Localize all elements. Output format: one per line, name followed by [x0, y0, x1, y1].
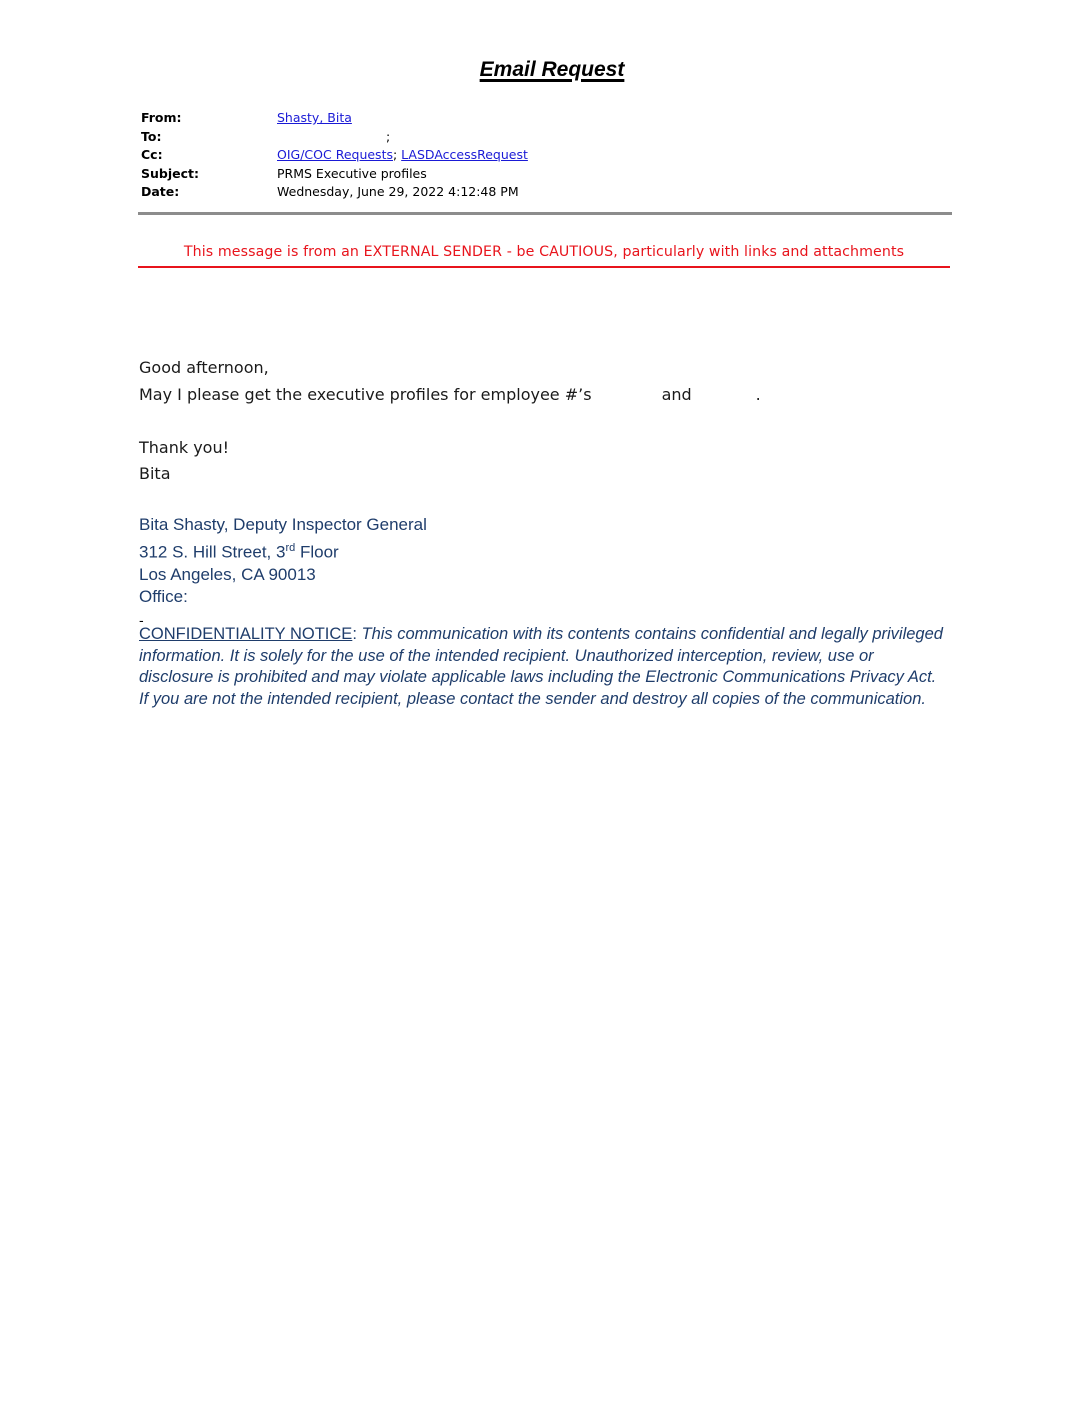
- subject-row: [141, 165, 528, 184]
- greeting: Good afternoon,: [139, 358, 269, 377]
- email-header: [141, 109, 528, 202]
- confidentiality-notice: [139, 624, 949, 710]
- cc-link-lasd-access-request[interactable]: LASDAccessRequest: [401, 147, 528, 162]
- request-line: [139, 382, 761, 409]
- date-label: Date:: [141, 184, 180, 199]
- cc-row: [141, 146, 528, 165]
- signature-address: 312 S. Hill Street, 3rd Floor: [139, 541, 339, 562]
- notice-heading: CONFIDENTIALITY NOTICE: [139, 625, 353, 643]
- request-and: and: [661, 384, 692, 404]
- signature-city: Los Angeles, CA 90013: [139, 564, 316, 584]
- cc-separator: ;: [392, 147, 402, 162]
- document-title: Email Request: [479, 58, 625, 81]
- date-row: [141, 183, 528, 202]
- from-link[interactable]: Shasty, Bita: [277, 110, 352, 125]
- to-row: [141, 128, 528, 147]
- external-sender-warning: This message is from an EXTERNAL SENDER - be CAUTIOUS, particularly with links and attachments: [183, 244, 905, 260]
- thanks: Thank you!: [139, 437, 230, 457]
- warning-divider: [138, 266, 950, 268]
- separator-dash: -: [139, 612, 144, 628]
- email-body: [139, 355, 761, 488]
- header-divider: [138, 212, 952, 215]
- notice-text: This communication with its contents contains confidential and legally privileged information. It is solely for the use of the intended recipient. Unauthorized interception, review, use or disclosure is prohibited and may violate applicable laws including the Electronic Communications Privacy Act. If you are not the intended recipient, please contact the sender and destroy all copies of the communication.: [139, 625, 943, 708]
- ordinal-suffix: rd: [285, 541, 296, 554]
- blank-line: [139, 408, 761, 435]
- sender-name: Bita: [139, 464, 171, 483]
- subject-label: Subject:: [141, 165, 199, 181]
- signature-name-title: Bita Shasty, Deputy Inspector General: [139, 515, 427, 534]
- request-end: .: [755, 384, 761, 404]
- from-label: From:: [141, 110, 182, 125]
- to-label: To:: [141, 128, 162, 144]
- notice-colon: :: [352, 625, 362, 643]
- signature-block: [139, 514, 427, 609]
- request-prefix: May I please get the executive profiles for employee #’s: [139, 384, 592, 404]
- signature-office: Office:: [139, 587, 188, 607]
- cc-link-oig-coc-requests[interactable]: OIG/COC Requests: [277, 147, 393, 162]
- from-row: [141, 109, 528, 128]
- to-value: ;: [386, 128, 391, 144]
- date-value: Wednesday, June 29, 2022 4:12:48 PM: [277, 184, 519, 199]
- cc-label: Cc:: [141, 147, 163, 162]
- subject-value: PRMS Executive profiles: [277, 165, 427, 181]
